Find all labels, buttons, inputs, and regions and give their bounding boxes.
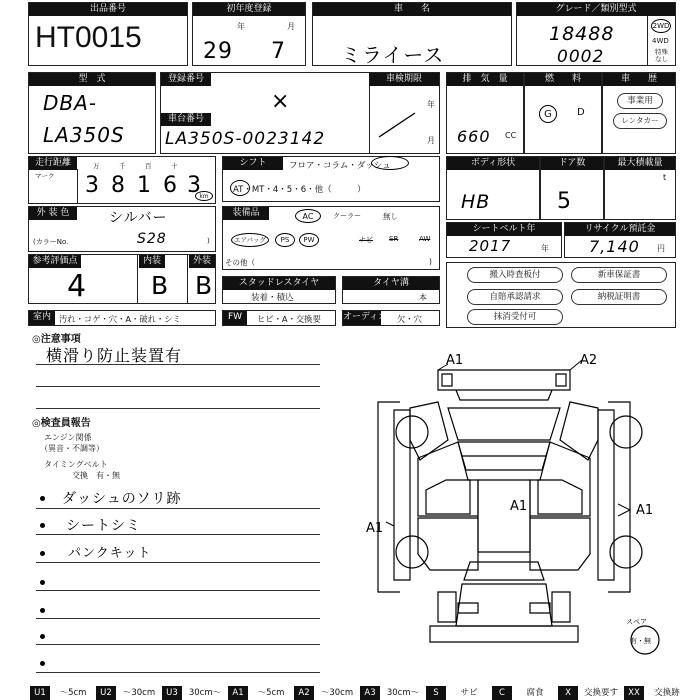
legend-key-7: C bbox=[492, 686, 512, 700]
mark-a1-front-left: A1 bbox=[446, 353, 464, 368]
seatbelt-box bbox=[446, 222, 562, 258]
equipment-ac bbox=[295, 209, 321, 223]
legend-key-9: XX bbox=[624, 686, 644, 700]
studless-box bbox=[222, 276, 336, 304]
fuel-g: G bbox=[544, 109, 552, 120]
mileage-unit-juu: 十 bbox=[171, 162, 178, 170]
history-business: 事業用 bbox=[617, 93, 663, 109]
equipment-pw bbox=[299, 233, 319, 247]
legend-key-1: U2 bbox=[96, 686, 116, 700]
lot-number-box bbox=[28, 2, 188, 66]
equipment-aw: AW bbox=[419, 235, 431, 243]
legend-key-5: A3 bbox=[360, 686, 380, 700]
equipment-ps bbox=[275, 233, 295, 247]
engine-label: エンジン関係 bbox=[44, 433, 92, 442]
tire-box bbox=[342, 276, 440, 304]
mark-a1-right: A1 bbox=[636, 503, 654, 518]
mark-a1-roof: A1 bbox=[510, 499, 528, 514]
fw-options: ヒビ・A・交換要 bbox=[257, 314, 321, 324]
mileage-digit-3: 1 bbox=[137, 173, 152, 198]
timing-label: タイミングベルト bbox=[44, 460, 108, 469]
year-unit: 年 bbox=[237, 22, 245, 31]
audio-box bbox=[342, 310, 440, 326]
model-name-box bbox=[312, 2, 512, 66]
doc-warranty: 新車保証書 bbox=[571, 267, 667, 283]
doors-box bbox=[540, 156, 604, 220]
inspection-label: 車検期限 bbox=[369, 73, 439, 86]
bullet-4 bbox=[40, 580, 45, 585]
equipment-label: 装備品 bbox=[223, 207, 269, 220]
seatbelt-label: シートベルト年 bbox=[447, 223, 561, 236]
tire-unit: 本 bbox=[419, 293, 427, 302]
spare-label: スペア bbox=[626, 618, 647, 626]
equipment-none: 無し bbox=[383, 212, 398, 221]
legend-key-0: U1 bbox=[30, 686, 50, 700]
score-label: 参考評価点 bbox=[29, 255, 81, 268]
chassis-value: LA350S-0023142 bbox=[165, 129, 326, 149]
color-code-label: (カラーNo. bbox=[33, 238, 69, 246]
equipment-pw-label: PW bbox=[303, 236, 315, 244]
seatbelt-value: 2017 bbox=[469, 237, 512, 255]
legend-value-4: ～30cm bbox=[320, 688, 354, 698]
legend-value-8: 交換要す bbox=[583, 688, 618, 698]
equipment-navi: ナビ bbox=[359, 236, 373, 244]
legend-key-4: A2 bbox=[294, 686, 314, 700]
recycle-unit: 円 bbox=[657, 244, 665, 253]
shift-types: AT・MT・4・5・6・他（ ） bbox=[233, 185, 366, 195]
mark-a2-front-right: A2 bbox=[580, 353, 598, 368]
legend-key-6: S bbox=[426, 686, 446, 700]
legend-value-7: 腐食 bbox=[526, 688, 544, 698]
exterior-label: 外装 bbox=[189, 255, 215, 268]
recycle-box bbox=[564, 222, 676, 258]
inspection-slash bbox=[371, 87, 431, 149]
first-registration-box bbox=[192, 2, 306, 66]
fuel-g-circle bbox=[539, 105, 557, 123]
type-value-2: LA350S bbox=[43, 123, 125, 147]
equipment-airbag bbox=[231, 233, 269, 247]
doors-value: 5 bbox=[557, 189, 572, 214]
legend-key-3: A1 bbox=[228, 686, 248, 700]
type-box bbox=[28, 72, 156, 154]
studless-options: 装着・積込 bbox=[251, 293, 294, 303]
doors-label: ドア数 bbox=[541, 157, 603, 170]
equipment-other-close: ) bbox=[429, 257, 432, 266]
equipment-ac-label: AC bbox=[302, 212, 314, 221]
mileage-digit-5: 3 bbox=[187, 173, 202, 198]
legend-value-2: 30cm～ bbox=[188, 688, 222, 698]
inspection-month-unit: 月 bbox=[427, 136, 435, 145]
caution-text: 横滑り防止装置有 bbox=[46, 346, 183, 365]
fw-label: FW bbox=[223, 311, 247, 325]
timing-options: 交換 有・無 bbox=[72, 471, 120, 480]
model-name-value: ミライース bbox=[341, 43, 445, 67]
interior-inspect-box bbox=[28, 310, 216, 326]
bullet-3 bbox=[40, 551, 45, 556]
mark-a1-left: A1 bbox=[366, 521, 384, 536]
month-unit: 月 bbox=[287, 22, 295, 31]
history-rental: レンタカー bbox=[613, 113, 667, 129]
bullet-6 bbox=[40, 634, 45, 639]
shift-dash-circle bbox=[371, 156, 409, 170]
inspection-year-unit: 年 bbox=[427, 100, 435, 109]
fw-box bbox=[222, 310, 336, 326]
displacement-value: 660 bbox=[457, 127, 491, 146]
tire-label: タイヤ溝 bbox=[343, 277, 439, 290]
studless-label: スタッドレスタイヤ bbox=[223, 277, 335, 290]
bullet-2 bbox=[40, 523, 45, 528]
legend-value-6: サビ bbox=[460, 688, 478, 698]
seatbelt-unit: 年 bbox=[541, 244, 549, 253]
fuel-label: 燃 料 bbox=[525, 73, 601, 86]
legend-key-8: X bbox=[558, 686, 578, 700]
exterior-value: B bbox=[195, 271, 214, 300]
color-label: 外 装 色 bbox=[29, 207, 77, 220]
engine-sub: （異音・不調等） bbox=[40, 444, 104, 453]
equipment-box bbox=[222, 206, 440, 270]
inspector-title: ◎検査員報告 bbox=[32, 418, 91, 429]
type-label: 型 式 bbox=[29, 73, 155, 86]
mileage-unit-sen: 千 bbox=[119, 162, 126, 170]
legend-value-3: ～5cm bbox=[257, 688, 285, 698]
mileage-label: 走行距離 bbox=[29, 157, 77, 170]
fuel-box bbox=[524, 72, 602, 154]
load-box bbox=[604, 156, 676, 220]
doc-insurance: 自賠承認請求 bbox=[467, 289, 563, 305]
drive-4wd: 4WD bbox=[652, 37, 669, 45]
grade-value-1: 18488 bbox=[549, 23, 615, 45]
registration-label: 登録番号 bbox=[161, 73, 211, 86]
color-code-paren: ) bbox=[207, 237, 210, 245]
interior-inspect-options: 汚れ・コゲ・穴・A・破れ・シミ bbox=[59, 314, 181, 324]
body-label: ボディ形状 bbox=[447, 157, 539, 170]
drive-special: 特殊 なし bbox=[655, 48, 668, 63]
audio-options: 欠・穴 bbox=[397, 314, 422, 324]
mileage-digit-2: 8 bbox=[111, 173, 126, 198]
type-value-1: DBA- bbox=[43, 91, 98, 115]
color-box bbox=[28, 206, 216, 252]
documents-box bbox=[446, 262, 676, 328]
score-value: 4 bbox=[67, 269, 88, 304]
mileage-digit-4: 6 bbox=[163, 173, 178, 198]
equipment-airbag-label: エアバッグ bbox=[234, 236, 266, 244]
report-item-3: パンクキット bbox=[68, 546, 152, 561]
mileage-unit-hyaku: 百 bbox=[145, 162, 152, 170]
displacement-unit: CC bbox=[505, 131, 517, 140]
legend-value-1: ～30cm bbox=[122, 688, 156, 698]
body-box bbox=[446, 156, 540, 220]
car-diagram bbox=[330, 330, 700, 682]
report-item-1: ダッシュのソリ跡 bbox=[62, 491, 182, 507]
fuel-d: D bbox=[577, 107, 585, 118]
registration-month: 7 bbox=[271, 39, 286, 64]
history-box bbox=[602, 72, 676, 154]
grade-box bbox=[516, 2, 676, 66]
grade-value-2: 0002 bbox=[557, 47, 605, 67]
shift-label: シフト bbox=[223, 157, 283, 170]
load-label: 最大積載量 bbox=[605, 157, 675, 170]
mileage-digit-1: 3 bbox=[85, 173, 100, 198]
caution-title: ◎注意事項 bbox=[32, 334, 81, 345]
load-unit: t bbox=[663, 173, 667, 182]
score-box bbox=[28, 254, 216, 304]
shift-options: フロア・コラム・ダッシュ bbox=[289, 161, 391, 171]
mileage-km-circle bbox=[195, 191, 213, 201]
mileage-mark: マーク bbox=[35, 172, 55, 180]
audio-label: オーディオ bbox=[343, 311, 381, 325]
mileage-unit-man: 万 bbox=[93, 162, 100, 170]
interior-label: 内装 bbox=[139, 255, 165, 268]
color-code-value: S28 bbox=[137, 231, 167, 247]
displacement-box bbox=[446, 72, 524, 154]
bullet-1 bbox=[40, 496, 45, 501]
registration-year: 29 bbox=[203, 39, 233, 64]
shift-at-circle bbox=[230, 180, 250, 196]
interior-inspect-label: 室内 bbox=[29, 311, 55, 325]
chassis-label: 車台番号 bbox=[161, 113, 211, 126]
mileage-box bbox=[28, 156, 216, 204]
history-label: 車 歴 bbox=[603, 73, 675, 86]
lot-number-value: HT0015 bbox=[35, 21, 142, 54]
interior-value: B bbox=[151, 271, 170, 300]
mileage-km: km bbox=[199, 193, 209, 200]
doc-deregistration: 抹消受付可 bbox=[467, 309, 563, 325]
drive-2wd-label: 2WD bbox=[652, 22, 670, 30]
displacement-label: 排 気 量 bbox=[447, 73, 523, 86]
first-registration-label: 初年度登録 bbox=[193, 3, 305, 16]
equipment-cooler: クーラー bbox=[333, 212, 361, 220]
doc-tax: 納税証明書 bbox=[571, 289, 667, 305]
legend-key-2: U3 bbox=[162, 686, 182, 700]
body-value: HB bbox=[461, 191, 491, 213]
bullet-5 bbox=[40, 608, 45, 613]
registration-box bbox=[160, 72, 440, 154]
spare-value: 有・無 bbox=[630, 637, 651, 645]
legend-value-0: ～5cm bbox=[59, 688, 87, 698]
legend-value-5: 30cm～ bbox=[386, 688, 420, 698]
shift-box bbox=[222, 156, 440, 202]
drive-2wd bbox=[651, 19, 671, 33]
report-item-2: シートシミ bbox=[66, 518, 141, 534]
equipment-sr: SR bbox=[389, 235, 399, 243]
equipment-other: その他（ bbox=[225, 258, 255, 267]
lot-number-label: 出品番号 bbox=[29, 3, 187, 16]
legend-value-9: 交換跡 bbox=[654, 688, 680, 698]
bullet-7 bbox=[40, 661, 45, 666]
recycle-value: 7,140 bbox=[589, 237, 640, 256]
grade-label: グレード／類別型式 bbox=[517, 3, 675, 16]
recycle-label: リサイクル預託金 bbox=[565, 223, 675, 236]
equipment-ps-label: PS bbox=[280, 236, 290, 244]
model-name-label: 車 名 bbox=[313, 3, 511, 16]
doc-carry-in: 搬入時査板付 bbox=[467, 267, 563, 283]
registration-mark: × bbox=[271, 89, 291, 114]
color-value: シルバー bbox=[109, 210, 168, 226]
